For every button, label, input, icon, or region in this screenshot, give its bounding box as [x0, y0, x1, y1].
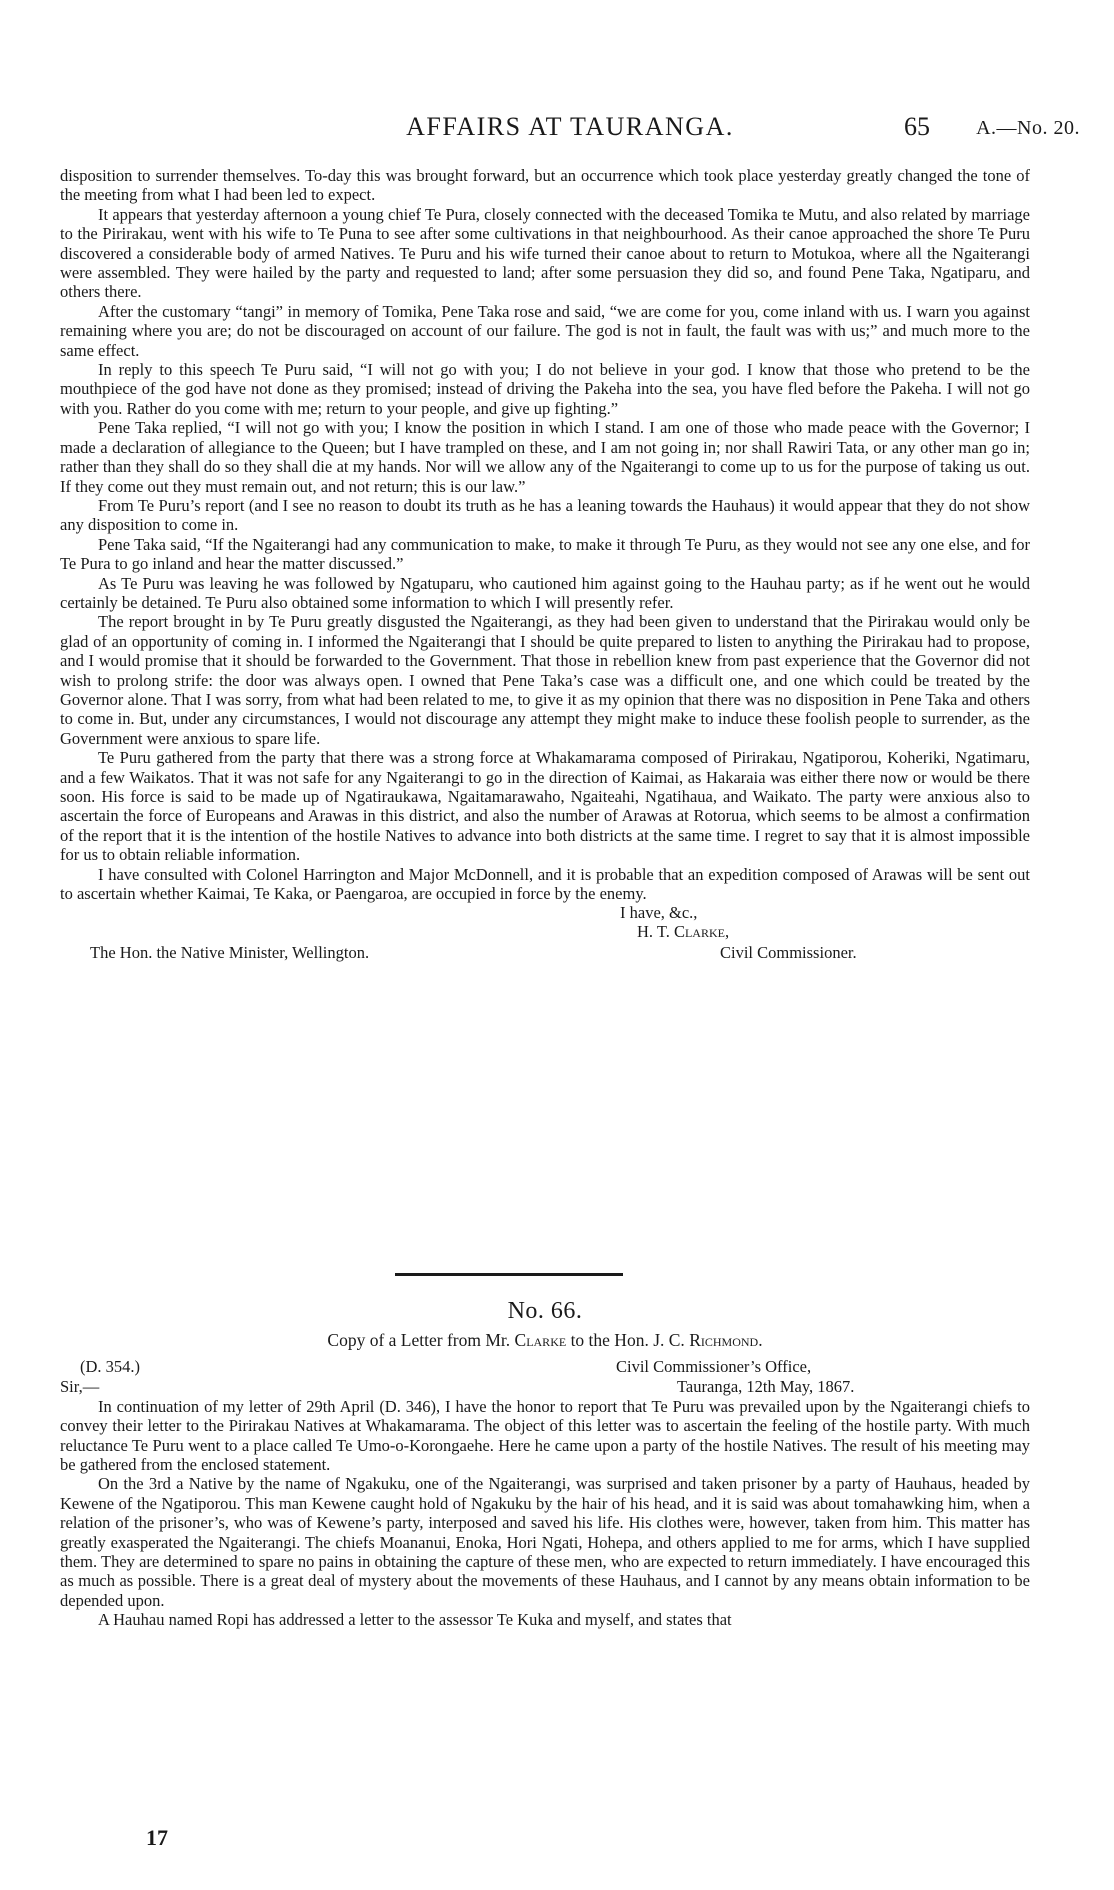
- body-paragraph: The report brought in by Te Puru greatly disgusted the Ngaiterangi, as they had been given to understand that the Pirirakau would only be glad of an opportunity of coming in. I informed the Ngaiterangi that I should be quite prepared to listen to anything the Pirirakau had to propose, and I would promise that it should be forwarded to the Government. That those in rebellion knew from past experience that the Governor did not wish to prolong strife: the door was always open. I owned that Pene Taka’s case was a difficult one, and one which could be treated by the Governor alone. That I was sorry, from what had been related to me, to give it as my opinion that there was no disposition in Pene Taka and others to come in. But, under any circumstances, I would not discourage any attempt they might make to induce these foolish people to surrender, as the Government were anxious to spare life.: [60, 612, 1030, 748]
- caption-from: Clarke: [514, 1330, 567, 1351]
- letter-caption: [60, 1331, 1030, 1350]
- letter-paragraph: In continuation of my letter of 29th April (D. 346), I have the honor to report that Te Puru was prevailed upon by the Ngaiterangi chiefs to convey their letter to the Pirirakau Natives at Whakamarama. The object of this letter was to ascertain the feeling of the hostile party. With much reluctance Te Puru went to a place called Te Umo-o-Korongaehe. Here he came upon a party of the hostile Natives. The result of his meeting may be gathered from the enclosed statement.: [60, 1396, 1030, 1475]
- signatory-title: Civil Commissioner.: [720, 943, 857, 963]
- body-paragraph: I have consulted with Colonel Harrington and Major McDonnell, and it is probable that an expedition composed of Arawas will be sent out to ascertain whether Kaimai, Te Kaka, or Paengaroa, are occupied in force by the enemy.: [60, 864, 1030, 904]
- caption-mid: to the Hon. J. C.: [570, 1330, 685, 1351]
- signature-block: [60, 903, 1030, 963]
- caption-prefix: Copy of a Letter from Mr.: [327, 1330, 511, 1351]
- body-paragraph: Pene Taka said, “If the Ngaiterangi had any communication to make, to make it through Te Puru, as they would not see any one else, and for Te Pura to go inland and hear the matter discussed.”: [60, 534, 1030, 574]
- closing-formula: I have, &c.,: [620, 903, 698, 923]
- addressee: The Hon. the Native Minister, Wellington.: [90, 943, 370, 963]
- salutation: Sir,—: [60, 1376, 100, 1396]
- letter-paragraph: A Hauhau named Ropi has addressed a letter to the assessor Te Kuka and myself, and states that: [98, 1610, 732, 1630]
- caption-to: Richmond.: [689, 1330, 763, 1351]
- page-number: 65: [904, 112, 930, 141]
- body-paragraph: Te Puru gathered from the party that there was a strong force at Whakamarama composed of Pirirakau, Ngatiporou, Koheriki, Ngatimaru, and a few Waikatos. That it was not safe for any Ngaiterangi to go in the direction of Kaimai, as Hakaraia was either there now or would be there soon. His force is said to be made up of Ngatiraukawa, Ngaitamarawaho, Ngaiteahi, Ngatihaua, and Waikato. The party were anxious also to ascertain the force of Europeans and Arawas in this district, and also the number of Arawas at Rotorua, which seems to be almost a confirmation of the report that it is the intention of the hostile Natives to advance into both districts at the same time. I regret to say that it is almost impossible for us to obtain reliable information.: [60, 748, 1030, 865]
- body-paragraph: disposition to surrender themselves. To-day this was brought forward, but an occurrence which took place yesterday greatly changed the tone of the meeting from what I had been led to expect.: [60, 166, 1030, 205]
- signatory-name: H. T. Clarke,: [637, 922, 730, 942]
- letter-paragraph: On the 3rd a Native by the name of Ngakuku, one of the Ngaiterangi, was surprised and taken prisoner by a party of Hauhaus, headed by Kewene of the Ngatiporou. This man Kewene caught hold of Ngakuku by the hair of his head, and it is said was about tomahawking him, when a relation of the prisoner’s, who was of Kewene’s party, interposed and saved his life. His clothes were, however, taken from him. This matter has greatly exasperated the Ngaiterangi. The chiefs Moananui, Enoka, Hori Ngati, Hohepa, and others applied to me for arms, which I have supplied them. They are determined to spare no pains in obtaining the capture of these men, who are expected to return immediately. I have encouraged this as much as possible. There is a great deal of mystery about the movements of these Hauhaus, and I cannot by any means obtain information to be depended upon.: [60, 1474, 1030, 1610]
- body-paragraph: In reply to this speech Te Puru said, “I will not go with you; I do not believe in your god. I know that those who pretend to be the mouthpiece of the god have not done as they promised; instead of driving the Pakeha into the sea, you have fled before the Pakeha. I will not go with you. Rather do you come with me; return to your people, and give up fighting.”: [60, 360, 1030, 418]
- letter-reference: (D. 354.): [80, 1356, 141, 1376]
- printer-signature-mark: 17: [146, 1825, 168, 1850]
- letter-header: [60, 1357, 1030, 1435]
- letter-number: No. 66.: [507, 1298, 583, 1324]
- body-paragraph: It appears that yesterday afternoon a young chief Te Pura, closely connected with the deceased Tomika te Mutu, and also related by marriage to the Pirirakau, went with his wife to Te Puna to see after some cultivations in that neighbourhood. As their canoe approached the shore Te Puru discovered a considerable body of armed Natives. Te Puru and his wife turned their canoe about to return to Motukoa, where all the Ngaiterangi were assembled. They were hailed by the party and requested to land; after some persuasion they did so, and found Pene Taka, Ngatiparu, and others there.: [60, 204, 1030, 302]
- running-head: [60, 112, 1080, 146]
- letter-65-continuation: [60, 166, 1030, 963]
- section-divider: [395, 1273, 623, 1276]
- body-paragraph: As Te Puru was leaving he was followed by Ngatuparu, who cautioned him against going to the Hauhau party; as if he went out he would certainly be detained. Te Puru also obtained some information to which I will presently refer.: [60, 573, 1030, 612]
- body-paragraph: After the customary “tangi” in memory of Tomika, Pene Taka rose and said, “we are come for you, come inland with us. I warn you against remaining where you are; do not be discouraged on account of our failure. The god is not in fault, the fault was with us;” and much more to the same effect.: [60, 301, 1030, 360]
- body-paragraph: Pene Taka replied, “I will not go with you; I know the position in which I stand. I am one of those who made peace with the Governor; I made a declaration of allegiance to the Queen; but I have trampled on these, and I am not going in; nor shall Rawiri Tata, or any other man go in; rather than they shall do so they shall die at my hands. Nor will we allow any of the Ngaiterangi to come up to us for the purpose of taking us out. If they come out they must remain out, and not return; this is our law.”: [60, 418, 1030, 496]
- body-paragraph: From Te Puru’s report (and I see no reason to doubt its truth as he has a leaning towards the Hauhaus) it would appear that they do not show any disposition to come in.: [60, 495, 1030, 535]
- letter-66: [60, 1298, 1030, 1630]
- running-head-title: AFFAIRS AT TAURANGA.: [406, 112, 734, 141]
- letter-office: Civil Commissioner’s Office,: [616, 1356, 812, 1376]
- place-date: Tauranga, 12th May, 1867.: [677, 1376, 855, 1396]
- document-reference: A.—No. 20.: [976, 117, 1080, 139]
